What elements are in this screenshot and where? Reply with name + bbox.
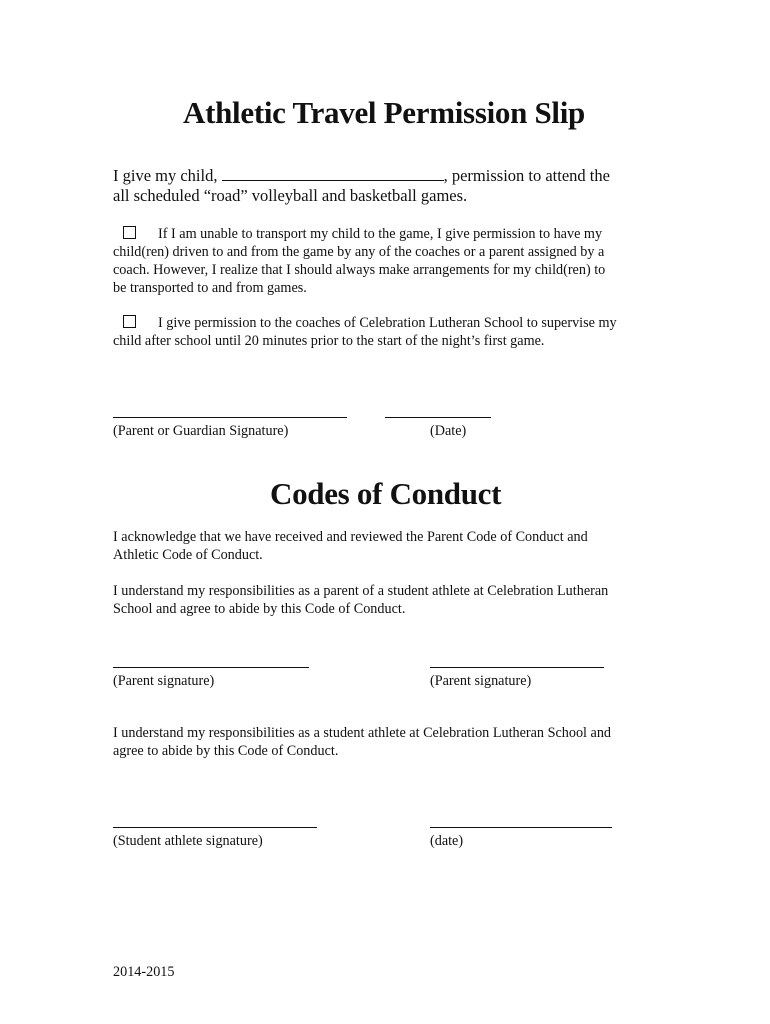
guardian-date-line[interactable] [385, 417, 491, 418]
parent-signature-label-1: (Parent signature) [113, 673, 215, 689]
travel-title: Athletic Travel Permission Slip [183, 95, 585, 130]
option2-line1 [113, 314, 617, 333]
parent-signature-line-2[interactable] [430, 667, 604, 668]
option2-line2: child after school until 20 minutes prior to the start of the night’s first game. [113, 333, 545, 349]
parent-resp-line2: School and agree to abide by this Code of Conduct. [113, 601, 406, 617]
footer-year: 2014-2015 [113, 964, 175, 980]
parent-signature-label-2: (Parent signature) [430, 673, 532, 689]
guardian-date-label: (Date) [430, 423, 467, 439]
intro-text-start: I give my child, [113, 166, 218, 185]
student-signature-line[interactable] [113, 827, 317, 828]
travel-intro-line2: all scheduled “road” volleyball and basketball games. [113, 186, 468, 205]
student-date-label: (date) [430, 833, 464, 849]
ack-line1: I acknowledge that we have received and reviewed the Parent Code of Conduct and [113, 529, 588, 545]
intro-text-end: , permission to attend the [443, 166, 610, 185]
option1-checkbox[interactable] [123, 226, 136, 239]
conduct-title: Codes of Conduct [270, 476, 502, 511]
option1-line1 [113, 225, 602, 244]
option1-line4: be transported to and from games. [113, 280, 307, 296]
guardian-signature-line[interactable] [113, 417, 347, 418]
option2-text-1: I give permission to the coaches of Celebration Lutheran School to supervise my [158, 315, 617, 331]
student-date-line[interactable] [430, 827, 612, 828]
parent-resp-line1: I understand my responsibilities as a parent of a student athlete at Celebration Lutheran [113, 583, 609, 599]
guardian-signature-label: (Parent or Guardian Signature) [113, 423, 289, 439]
student-resp-line2: agree to abide by this Code of Conduct. [113, 743, 339, 759]
child-name-field[interactable] [222, 166, 444, 181]
student-signature-label: (Student athlete signature) [113, 833, 263, 849]
option1-line3: coach. However, I realize that I should always make arrangements for my child(ren) to [113, 262, 606, 278]
student-resp-line1: I understand my responsibilities as a student athlete at Celebration Lutheran School and [113, 725, 612, 741]
parent-signature-line-1[interactable] [113, 667, 309, 668]
option2-checkbox[interactable] [123, 315, 136, 328]
ack-line2: Athletic Code of Conduct. [113, 547, 263, 563]
travel-intro-line1 [113, 166, 610, 186]
option1-text-1: If I am unable to transport my child to the game, I give permission to have my [158, 226, 603, 242]
option1-line2: child(ren) driven to and from the game by any of the coaches or a parent assigned by a [113, 244, 605, 260]
